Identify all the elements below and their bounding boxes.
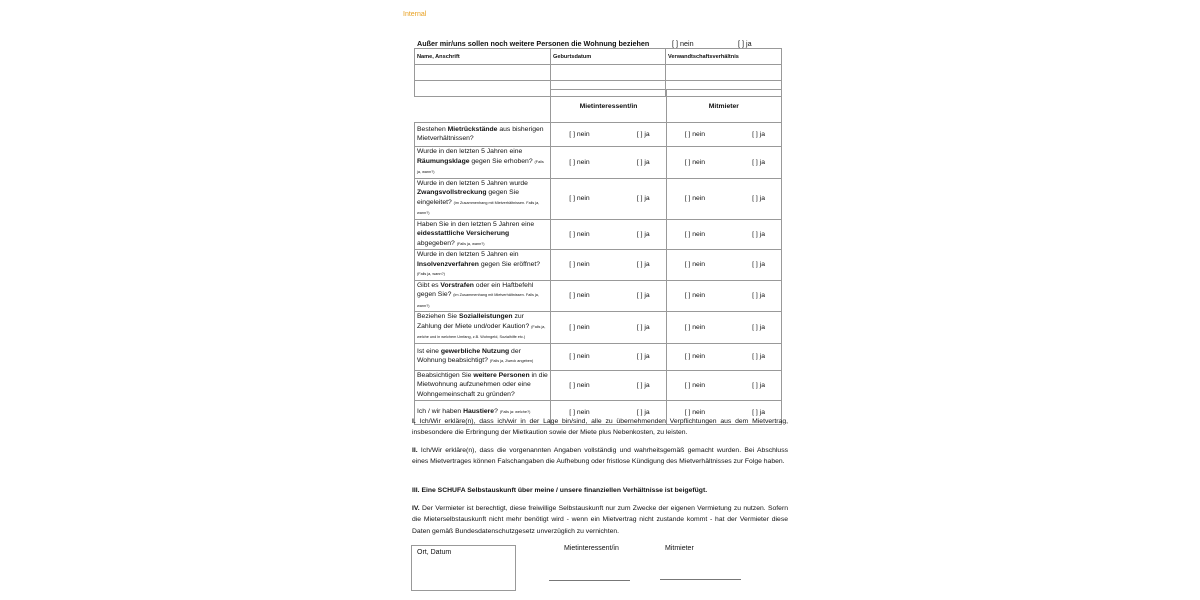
question-row bbox=[415, 370, 782, 401]
cotenant-nein-checkbox[interactable]: [ ] nein bbox=[684, 381, 706, 389]
cotenant-nein-checkbox[interactable]: [ ] nein bbox=[684, 261, 706, 269]
question-row bbox=[415, 123, 782, 147]
cotenant-answer-cell bbox=[666, 343, 781, 370]
person-name-cell[interactable] bbox=[415, 65, 551, 81]
persons-question: Außer mir/uns sollen noch weitere Personen die Wohnung beziehen bbox=[417, 39, 650, 48]
cotenant-signature-label: Mitmieter bbox=[665, 545, 694, 552]
question-text: Gibt es Vorstrafen oder ein Haftbefehl gegen Sie? (im Zusammenhang mit Mietverhältnissen. Falls ja, wann?) bbox=[415, 280, 551, 312]
question-text: Wurde in den letzten 5 Jahren wurde Zwangsvollstreckung gegen Sie eingeleitet? (im Zusammenhang mit Mietverhältnissen. Falls ja, wann?) bbox=[415, 178, 551, 219]
tenant-ja-checkbox[interactable]: [ ] ja bbox=[636, 292, 650, 300]
col-relation-header: Verwandtschaftsverhältnis bbox=[666, 49, 782, 65]
person-birth-cell[interactable] bbox=[551, 65, 666, 81]
cotenant-ja-checkbox[interactable]: [ ] ja bbox=[752, 195, 765, 202]
tenant-column-header: Mietinteressent/in bbox=[551, 90, 666, 123]
tenant-ja-checkbox[interactable]: [ ] ja bbox=[636, 261, 650, 269]
cotenant-answer-cell bbox=[666, 370, 781, 401]
questions-table bbox=[414, 89, 782, 425]
tenant-answer-cell bbox=[551, 280, 666, 312]
tenant-answer-cell bbox=[551, 370, 666, 401]
tenant-answer-cell bbox=[551, 312, 666, 344]
tenant-nein-checkbox[interactable]: [ ] nein bbox=[569, 353, 590, 360]
cotenant-nein-checkbox[interactable]: [ ] nein bbox=[684, 409, 706, 416]
tenant-answer-cell bbox=[551, 250, 666, 281]
tenant-nein-checkbox[interactable]: [ ] nein bbox=[569, 261, 590, 269]
cotenant-signature-line[interactable] bbox=[660, 579, 741, 580]
declaration-4: IV. Der Vermieter ist berechtigt, diese freiwillige Selbstauskunft nur zum Zwecke der eigenen Vermietung zu nutzen. Sofern die Mieterselbstauskunft nicht mehr benötigt wird - wenn ein Mietvertrag nicht zustande kommt - hat der Vermieter diese Daten gemäß Bundesdatenschutzgesetz unverzüglich zu vernichten. bbox=[412, 505, 788, 535]
cotenant-ja-checkbox[interactable]: [ ] ja bbox=[752, 353, 765, 360]
cotenant-nein-checkbox[interactable]: [ ] nein bbox=[684, 131, 706, 138]
tenant-signature-label: Mietinteressent/in bbox=[564, 545, 619, 552]
persons-nein-checkbox[interactable]: [ ] nein bbox=[672, 39, 694, 48]
cotenant-ja-checkbox[interactable]: [ ] ja bbox=[752, 158, 765, 166]
cotenant-answer-cell bbox=[666, 280, 781, 312]
tenant-nein-checkbox[interactable]: [ ] nein bbox=[569, 131, 590, 138]
tenant-answer-cell bbox=[551, 343, 666, 370]
question-text: Haben Sie in den letzten 5 Jahren eine eidesstattliche Versicherung abgegeben? (Falls ja, wann?) bbox=[415, 219, 551, 250]
cotenant-ja-checkbox[interactable]: [ ] ja bbox=[752, 409, 765, 416]
tenant-ja-checkbox[interactable]: [ ] ja bbox=[636, 158, 650, 166]
declaration-1: I. Ich/Wir erkläre(n), dass ich/wir in der Lage bin/sind, alle zu übernehmenden Verpflichtungen aus dem Mietvertrag, insbesondere die Erbringung der Mietkaution sowie der Miete plus Nebenkosten, zu leisten. bbox=[412, 418, 788, 437]
classification-label: Internal bbox=[403, 11, 427, 18]
question-text: Beziehen Sie Sozialleistungen zur Zahlung der Miete und/oder Kaution? (Falls ja, welche und in welchem Umfang, z.B. Wohngeld, Sozialhilfe etc.) bbox=[415, 312, 551, 344]
question-text: Beabsichtigen Sie weitere Personen in die Mietwohnung aufzunehmen oder eine Wohngemeinschaft zu gründen? bbox=[415, 370, 551, 401]
place-date-label: Ort, Datum bbox=[417, 549, 452, 556]
tenant-answer-cell bbox=[551, 123, 666, 147]
person-relation-cell[interactable] bbox=[666, 65, 782, 81]
tenant-nein-checkbox[interactable]: [ ] nein bbox=[569, 381, 590, 389]
cotenant-nein-checkbox[interactable]: [ ] nein bbox=[684, 230, 706, 238]
cotenant-column-header: Mitmieter bbox=[666, 90, 781, 123]
tenant-nein-checkbox[interactable]: [ ] nein bbox=[569, 195, 590, 202]
tenant-answer-cell bbox=[551, 147, 666, 179]
cotenant-ja-checkbox[interactable]: [ ] ja bbox=[752, 131, 765, 138]
tenant-nein-checkbox[interactable]: [ ] nein bbox=[569, 323, 590, 331]
question-row bbox=[415, 312, 782, 344]
tenant-nein-checkbox[interactable]: [ ] nein bbox=[569, 292, 590, 300]
question-text: Ich / wir haben Haustiere? (Falls ja: welche?) bbox=[415, 401, 551, 425]
persons-ja-checkbox[interactable]: [ ] ja bbox=[738, 39, 752, 48]
cotenant-answer-cell bbox=[666, 219, 781, 250]
tenant-ja-checkbox[interactable]: [ ] ja bbox=[636, 381, 650, 389]
tenant-ja-checkbox[interactable]: [ ] ja bbox=[636, 323, 650, 331]
col-name-header: Name, Anschrift bbox=[415, 49, 551, 65]
cotenant-nein-checkbox[interactable]: [ ] nein bbox=[684, 195, 706, 202]
cotenant-answer-cell bbox=[666, 123, 781, 147]
tenant-nein-checkbox[interactable]: [ ] nein bbox=[569, 230, 590, 238]
cotenant-ja-checkbox[interactable]: [ ] ja bbox=[752, 292, 765, 300]
cotenant-answer-cell bbox=[666, 250, 781, 281]
declaration-2: II. Ich/Wir erkläre(n), dass die vorgenannten Angaben vollständig und wahrheitsgemäß gemacht wurden. Bei Abschluss eines Mietvertrages können Falschangaben die Aufhebung oder fristlose Kündigung des Mietverhältnisses zur Folge haben. bbox=[412, 447, 788, 466]
question-text: Wurde in den letzten 5 Jahren ein Insolvenzverfahren gegen Sie eröffnet? (Falls ja, wann?) bbox=[415, 250, 551, 281]
tenant-ja-checkbox[interactable]: [ ] ja bbox=[636, 230, 650, 238]
question-row bbox=[415, 280, 782, 312]
question-row bbox=[415, 250, 782, 281]
cotenant-answer-cell bbox=[666, 178, 781, 219]
declaration-3: III. Eine SCHUFA Selbstauskunft über meine / unsere finanziellen Verhältnisse ist beigefügt. bbox=[412, 487, 708, 494]
cotenant-ja-checkbox[interactable]: [ ] ja bbox=[752, 261, 765, 269]
cotenant-ja-checkbox[interactable]: [ ] ja bbox=[752, 230, 765, 238]
tenant-ja-checkbox[interactable]: [ ] ja bbox=[636, 353, 650, 360]
cotenant-nein-checkbox[interactable]: [ ] nein bbox=[684, 292, 706, 300]
tenant-ja-checkbox[interactable]: [ ] ja bbox=[636, 131, 650, 138]
question-text: Wurde in den letzten 5 Jahren eine Räumungsklage gegen Sie erhoben? (Falls ja, wann?) bbox=[415, 147, 551, 179]
question-row bbox=[415, 219, 782, 250]
tenant-signature-line[interactable] bbox=[549, 580, 630, 581]
tenant-ja-checkbox[interactable]: [ ] ja bbox=[636, 409, 650, 416]
question-text: Ist eine gewerbliche Nutzung der Wohnung beabsichtigt? (Falls ja, Zweck angeben) bbox=[415, 343, 551, 370]
tenant-ja-checkbox[interactable]: [ ] ja bbox=[636, 195, 650, 202]
cotenant-answer-cell bbox=[666, 147, 781, 179]
question-text: Bestehen Mietrückstände aus bisherigen Mietverhältnissen? bbox=[415, 123, 551, 147]
col-birth-header: Geburtsdatum bbox=[551, 49, 666, 65]
tenant-answer-cell bbox=[551, 178, 666, 219]
cotenant-answer-cell bbox=[666, 312, 781, 344]
question-row bbox=[415, 147, 782, 179]
tenant-nein-checkbox[interactable]: [ ] nein bbox=[569, 409, 590, 416]
tenant-answer-cell bbox=[551, 219, 666, 250]
cotenant-nein-checkbox[interactable]: [ ] nein bbox=[684, 353, 706, 360]
cotenant-nein-checkbox[interactable]: [ ] nein bbox=[684, 158, 706, 166]
cotenant-nein-checkbox[interactable]: [ ] nein bbox=[684, 323, 706, 331]
cotenant-ja-checkbox[interactable]: [ ] ja bbox=[752, 381, 765, 389]
question-row bbox=[415, 343, 782, 370]
tenant-nein-checkbox[interactable]: [ ] nein bbox=[569, 158, 590, 166]
cotenant-ja-checkbox[interactable]: [ ] ja bbox=[752, 323, 765, 331]
question-row bbox=[415, 178, 782, 219]
